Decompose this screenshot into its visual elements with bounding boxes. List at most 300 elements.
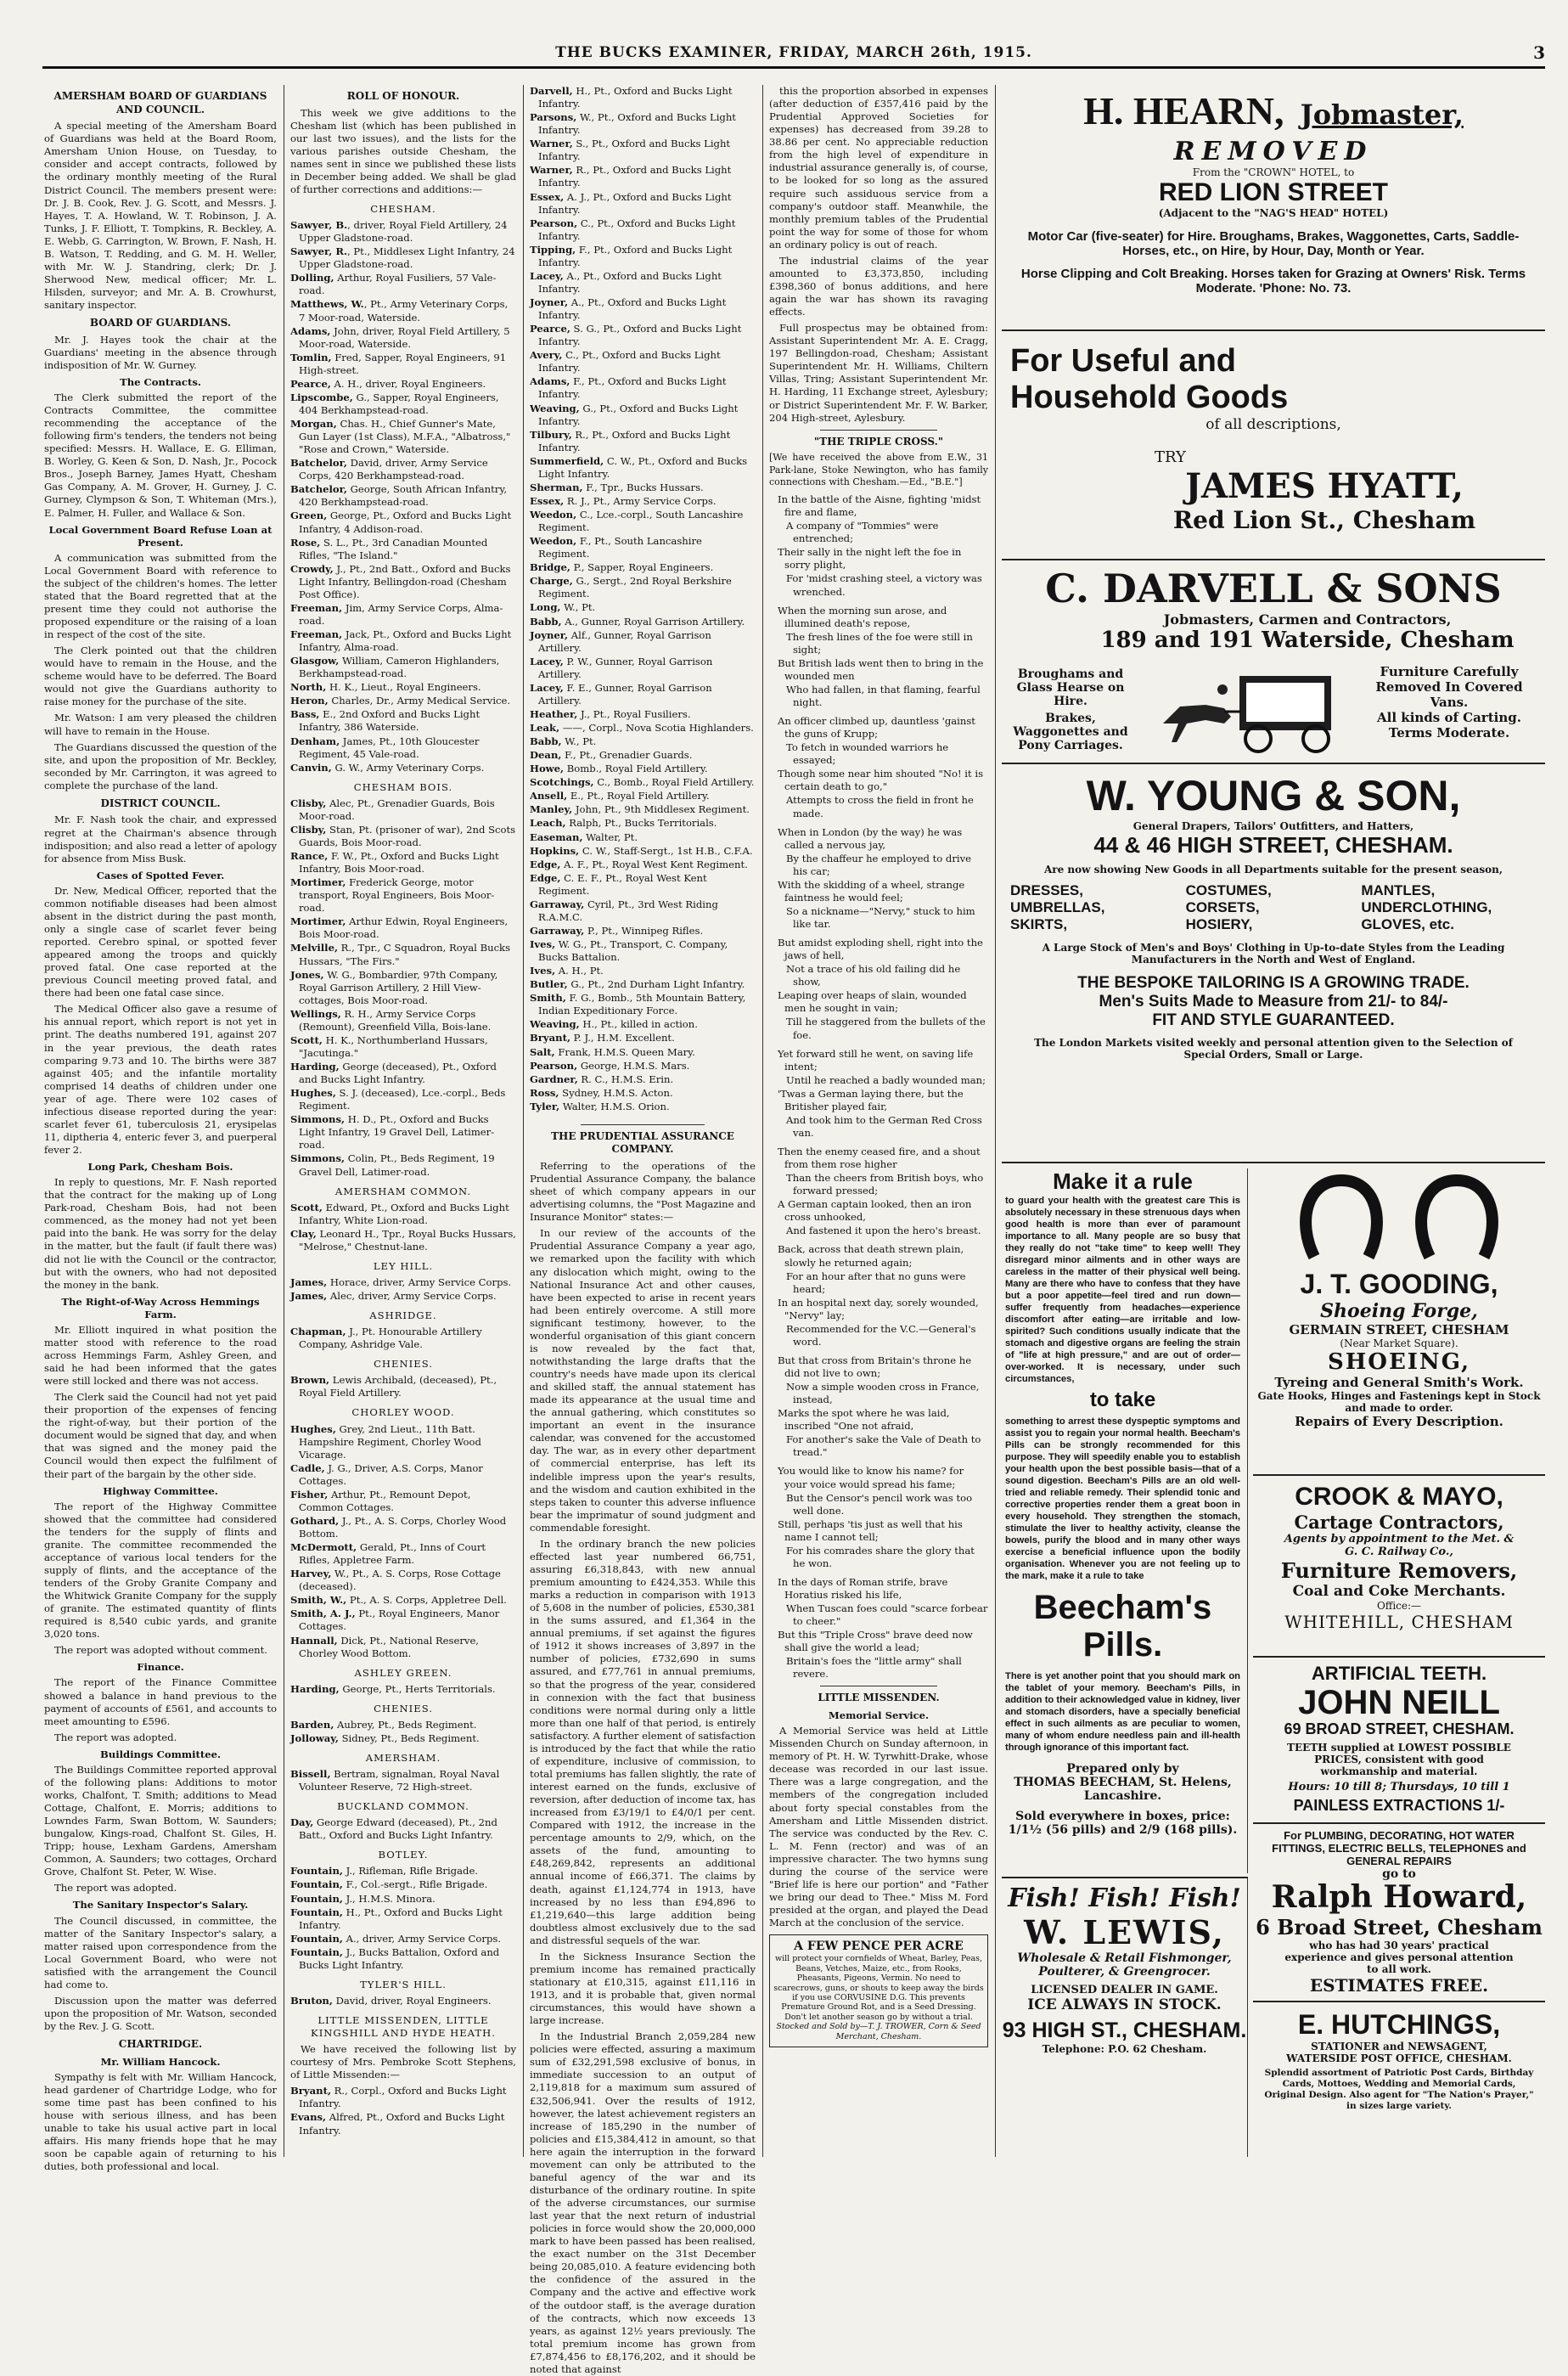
roll-entry-name: Cadle,	[290, 1461, 325, 1474]
roll-entry-name: Garraway,	[530, 898, 585, 910]
howard-experience: who has had 30 years' practical experience and gives personal attention to all work.	[1284, 1939, 1514, 1975]
roll-entry-name: Leak,	[530, 722, 560, 734]
roll-entry	[290, 1061, 516, 1086]
young-address: 44 & 46 HIGH STREET, CHESHAM.	[1093, 832, 1453, 858]
paragraph: Discussion upon the matter was deferred upon the proposition of Mr. Watson, seconded by the Rev. J. G. Scott.	[44, 1994, 277, 2032]
roll-entry-name: Dolling,	[290, 272, 334, 284]
roll-entry	[530, 403, 756, 428]
gooding-street: GERMAIN STREET, CHESHAM	[1289, 1322, 1509, 1337]
column-roll-of-honour	[290, 85, 516, 2157]
roll-entry	[530, 375, 756, 401]
roll-entry	[290, 537, 516, 562]
roll-entry	[530, 244, 756, 269]
paragraph: The Clerk pointed out that the children would have to remain in the House, and the scheme would have to be deferred. The Board would not give the Guardians authority to raise money for the purchase of the site.	[44, 645, 277, 708]
roll-entry-name: Hopkins,	[530, 844, 580, 857]
entry-list	[290, 1816, 516, 1842]
roll-entry-detail: H. D., Pt., Oxford and Bucks Light Infantry, 19 Gravel Dell, Latimer-road.	[299, 1113, 495, 1151]
beecham-prepared: Prepared only by	[1066, 1762, 1179, 1776]
roll-entry-name: Fountain,	[290, 1892, 343, 1905]
roll-entry-detail: David, driver, Army Service Corps, 420 Berkhampstead-road.	[299, 457, 488, 482]
poem-line: So a nickname—"Nervy," stuck to him like tar.	[786, 904, 975, 931]
hyatt-line3: of all descriptions,	[1206, 416, 1341, 433]
paragraph: Full prospectus may be obtained from: Assistant Superintendent Mr. A. E. Cragg, 197 Bellingdon-road, Chesham; Assistant Superintendent Mr. H. Williams, Chiltern Villas, Tring; Assistant Superintendent Mr. H. Harding, 11 Exchange street, Aylesbury; or District Superintendent Mr. F. W. Barker, 204 High-street, Aylesbury.	[769, 322, 988, 424]
roll-entry	[530, 481, 756, 494]
entry-list	[290, 797, 516, 1179]
paragraph: In the ordinary branch the new policies effected last year numbered 66,751, assuring £6,318,843, with new annual premium amounting to £424,353. While this marks a reduction in comparison with 1913 of 5,608 in the number of policies, £530,381 in the sums assured, and £1,364 in the annual premiums, if set against the figures of 1912 it shows increases of 3,897 in the number of policies, £732,690 in sums assured, and £77,761 in annual premiums, so that the progress of the year, considered in connexion with the fact that business conditions were normal during only a little more than one half of that period, is entirely satisfactory. A further element of satisfaction is introduced by the fact that while the ratio of expenditure, inclusive of commission, to total premiums has fallen slightly, the rate of interest earned on the funds, exclusive of reversion, after deduction of income tax, has increased from £3/19/1 to £4/0/1 per cent. Compared with 1912, the increase in the percentage amounts to 2/9, which, on the assets of the fund, amounting to £48,269,842, represents an additional annual income of £66,371. The claims by death, against £1,124,774 in 1913, have increased by no less than £94,896 to £1,219,640—this large addition being doubtless almost exclusively due to the sad and distressful sequels of the war.	[530, 1537, 756, 1946]
roll-entry-detail: Alf., Gunner, Royal Garrison Artillery.	[538, 628, 711, 654]
roll-entry-name: Warner,	[530, 138, 573, 150]
roll-entry	[290, 1768, 516, 1793]
roll-entry	[290, 1878, 516, 1891]
roll-entry-detail: Alfred, Pt., Oxford and Bucks Light Infantry.	[299, 2111, 505, 2137]
roll-entry-name: Clisby,	[290, 797, 327, 809]
roll-entry	[530, 898, 756, 924]
lewis-fish: Fish! Fish! Fish!	[1008, 1883, 1241, 1913]
howard-name: Ralph Howard,	[1271, 1879, 1527, 1915]
poem-line: For 'midst crashing steel, a victory was wrenched.	[786, 572, 982, 598]
roll-entry-name: Bryant,	[290, 2085, 331, 2097]
paragraph: The Clerk said the Council had not yet paid their proportion of the expenses of fencing the right-of-way, but their portion of the document would be signed that day, and when that was signed and the money paid the Council would then expect the fulfilment of their part of the bargain by the other side.	[44, 1391, 277, 1480]
young-name: W. YOUNG & SON,	[1086, 772, 1461, 819]
roll-entry	[530, 1073, 756, 1086]
roll-entry	[530, 872, 756, 898]
entry-list	[290, 1326, 516, 1351]
roll-entry-name: Easeman,	[530, 830, 583, 843]
place-heading: TYLER'S HILL.	[360, 1978, 447, 1990]
roll-entry-name: Adams,	[290, 324, 331, 337]
crook-removers: Furniture Removers,	[1280, 1558, 1518, 1583]
roll-entry-detail: Chas. H., Chief Gunner's Mate, Gun Layer (1st Class), M.F.A., "Albatross," "Rose and Crown," Waterside.	[299, 418, 511, 456]
roll-entry-detail: Walter, Pt.	[582, 830, 638, 843]
corvusine-ad	[769, 1934, 988, 2047]
roll-entry-name: Babb,	[530, 615, 562, 628]
subheading: Highway Committee.	[103, 1484, 218, 1497]
roll-entry-detail: Dick, Pt., National Reserve, Chorley Wood Bottom.	[299, 1634, 479, 1659]
paragraph: Dr. New, Medical Officer, reported that the common notifiable diseases had been almost absent in the district during the past month, only a single case of scarlet fever being reported. Cerebro spinal, or spotted fever appeared among the troops and quickly proved fatal. One case reported at the previous Council meeting proved fatal, and there had been one fatal case since.	[44, 884, 277, 999]
roll-entry-name: Edge,	[530, 871, 561, 884]
hyatt-ad	[1002, 331, 1545, 560]
roll-entry	[530, 270, 756, 296]
poem-line: With the skidding of a wheel, strange faintness he would feel;	[778, 878, 965, 904]
lewis-name: W. LEWIS,	[1024, 1913, 1225, 1951]
roll-entry-name: Garraway,	[530, 924, 585, 937]
roll-entry	[530, 803, 756, 816]
darvell-carriages: Brakes, Waggonettes and Pony Carriages.	[1013, 712, 1128, 752]
paragraph: A communication was submitted from the Local Government Board with reference to the subject of the children's homes. The letter stated that the Board regretted that at the present time they could not authorise the proposed expenditure or the raising of a loan in respect of the cost of the site.	[44, 551, 277, 641]
roll-entry-name: Green,	[290, 510, 328, 522]
roll-entry-name: Joyner,	[530, 296, 569, 308]
roll-entry-detail: J., Pt., A. S. Corps, Chorley Wood Bottom.	[299, 1514, 507, 1540]
roll-entry-detail: Cyril, Pt., 3rd West Riding R.A.M.C.	[538, 898, 718, 923]
paragraph: The Medical Officer also gave a resume of his annual report, which report is not yet in print. The deaths numbered 191, against 207 in the year previous, the death rates comparing 9.73 and 10. The births were 387 against 405; and the infantile mortality comprised 14 deaths of children under one year of age. There were 102 cases of infectious disease reported during the year: scarlet fever 61, tuberculosis 21, erysipelas 11, diptheria 4, enteric fever 3, and puerperal fever 2.	[44, 1003, 277, 1156]
place-heading: CHORLEY WOOD.	[351, 1406, 455, 1419]
goods-item: UNDERCLOTHING,	[1361, 899, 1492, 915]
roll-entry	[530, 191, 756, 217]
paragraph: The Buildings Committee reported approval of the following plans: Additions to motor works, Chalfont, T. Smith; additions to Mead Cottage, Chalfont, E. Morris; additions to Lowndes Farm, Swan Bottom, W. Saunders; bungalow, Kings-road, Chalfont St. Giles, H. Tripp; house, Lexham Gardens, Amersham Common, A. Saunders; two cottages, Orchard Grove, Chalfont St. Peter, W. Wise.	[44, 1763, 277, 1878]
roll-entry	[290, 510, 516, 535]
roll-entry-detail: Pt., Royal Engineers, Manor Cottages.	[299, 1607, 500, 1633]
roll-entry-name: Scott,	[290, 1201, 323, 1213]
roll-entry-name: James,	[290, 1290, 328, 1303]
roll-entry-detail: R., Tpr., C Squadron, Royal Bucks Hussars, "The Firs."	[299, 942, 511, 967]
roll-entry	[530, 455, 756, 481]
roll-entry-detail: J., Pt., 2nd Batt., Oxford and Bucks Light Infantry, Bellingdon-road (Chesham Post Office).	[299, 562, 511, 600]
roll-entry-name: Ives,	[530, 938, 556, 950]
roll-entry	[290, 1719, 516, 1731]
place-heading: CHENIES.	[374, 1358, 433, 1371]
roll-entry	[290, 1489, 516, 1514]
beecham-sold: Sold everywhere in boxes, price:	[1015, 1810, 1230, 1823]
section-heading: DISTRICT COUNCIL.	[100, 797, 221, 809]
young-fit: FIT AND STYLE GUARANTEED.	[1152, 1011, 1395, 1029]
roll-entry-detail: George (deceased), Pt., Oxford and Bucks Light Infantry.	[299, 1061, 497, 1086]
roll-entry	[290, 1152, 516, 1178]
roll-entry-name: Lacey,	[530, 681, 564, 694]
entry-list	[290, 1768, 516, 1793]
paragraph: The report was adopted.	[54, 1882, 177, 1895]
roll-entry	[290, 1893, 516, 1906]
poem-line: Recommended for the V.C.—General's word.	[786, 1322, 976, 1348]
roll-entry-name: Essex,	[530, 190, 565, 203]
roll-entry-name: Melville,	[290, 942, 338, 954]
roll-entry-detail: R., Pt., Oxford and Bucks Light Infantry.	[538, 164, 732, 189]
roll-entry-name: Rance,	[290, 850, 329, 863]
roll-entry	[290, 1995, 516, 2007]
roll-entry-name: Lacey,	[530, 269, 564, 282]
roll-entry	[290, 1290, 516, 1303]
place-heading: AMERSHAM COMMON.	[334, 1185, 472, 1197]
howard-go-to: go to	[1382, 1867, 1416, 1881]
poem-line: In the battle of the Aisne, fighting 'midst fire and flame,	[778, 493, 981, 519]
roll-entry-detail: J., Bucks Battalion, Oxford and Bucks Light Infantry.	[299, 1945, 500, 1971]
roll-entry-name: Avery,	[530, 349, 563, 362]
roll-entry-detail: H., Pt., Oxford and Bucks Light Infantry.	[538, 85, 733, 110]
roll-entry-detail: C., Bomb., Royal Field Artillery.	[593, 776, 755, 789]
roll-entry-name: Bryant,	[530, 1032, 570, 1044]
hutchings-name: E. HUTCHINGS,	[1297, 2009, 1501, 2040]
roll-entry	[530, 682, 756, 707]
roll-entry-name: Parsons,	[530, 111, 577, 124]
roll-entry-name: Matthews, W.	[290, 298, 364, 311]
hearn-name: H. HEARN,	[1083, 89, 1284, 132]
roll-entry-name: Ives,	[530, 965, 556, 977]
entry-list	[290, 1865, 516, 1972]
paragraph: In the Sickness Insurance Section the premium income has remained practically stationary at £10,315, against £11,116 in 1913, and it is probable that, given normal circumstances, this would have shown a large increase.	[530, 1950, 756, 2027]
roll-entry-detail: Leonard H., Tpr., Royal Bucks Hussars, "Melrose," Chestnut-lane.	[299, 1227, 516, 1253]
column-guardians	[44, 85, 277, 2173]
subheading: Buildings Committee.	[99, 1748, 222, 1760]
roll-entry-detail: E., Pt., Royal Field Artillery.	[567, 790, 710, 802]
section-heading: LITTLE MISSENDEN.	[818, 1692, 940, 1704]
roll-entry	[290, 2111, 516, 2137]
roll-entry-name: Clay,	[290, 1227, 317, 1240]
poem-line: Back, across that death strewn plain, slowly he returned again;	[778, 1243, 964, 1269]
roll-entry-name: Hannall,	[290, 1634, 338, 1647]
poem-line: To fetch in wounded warriors he essayed;	[786, 741, 949, 767]
young-new-goods: Are now showing New Goods in all Departments suitable for the present season,	[1043, 864, 1503, 876]
roll-entry-name: Fountain,	[290, 1865, 343, 1878]
paragraph: In the Industrial Branch 2,059,284 new policies were effected, assuring a maximum sum of £32,291,598 exclusive of bonus, in immediate succession to an output of 2,119,818 for a maximum sum assured of £32,506,941. Over the results of 1912, however, the latest achievement registers an increase of 185,290 in the number of policies and £15,384,412 in amount, so that here again the interruption in the forward movement can only be attributed to the baneful agency of the war and its disturbance of the ordinary routine. In spite of the adverse circumstances, our surmise last year that the next return of industrial policies in force would show the 20,000,000 mark to have been passed has been realised, the exact number on the 31st December being 20,085,010. A feature evidencing both the confidence of the assured in the Company and the active and effective work of the outdoor staff, is the average duration of the contracts, which now exceeds 13 years, as against 12½ years previously. The total premium income has grown from £7,874,456 to £8,176,202, and it should be noted that against	[530, 2030, 756, 2375]
ad-body: will protect your cornfields of Wheat, Barley, Peas, Beans, Vetches, Maize, etc., from Rooks, Pheasants, Pigeons, Vermin. No need to scarecrows, guns, or shouts to keep away the birds if you use CORVUSINE D.G. This prevents Premature Ground Rot, and is a Seed Dressing. Don't let another season go by without a trial.	[773, 1954, 984, 2022]
roll-entry-detail: Arthur Edwin, Royal Engineers, Bois Moor-road.	[299, 915, 509, 941]
roll-entry-detail: Jack, Pt., Oxford and Bucks Light Infantry, Alma-road.	[299, 628, 512, 654]
entry-list	[290, 1995, 516, 2007]
roll-entry	[530, 535, 756, 560]
young-trade: General Drapers, Tailors' Outfitters, and Hatters,	[1132, 820, 1414, 832]
roll-entry	[530, 575, 756, 600]
editor-note: [We have received the above from E.W., 31 Park-lane, Stoke Newington, who has family connections with Chesham.—Ed., "B.E."]	[769, 452, 988, 487]
roll-entry	[530, 601, 756, 614]
roll-entry-name: Harvey,	[290, 1568, 332, 1580]
roll-entry-detail: Edward, Pt., Oxford and Bucks Light Infantry, White Lion-road.	[299, 1201, 509, 1226]
roll-entry	[290, 681, 516, 694]
roll-entry-name: Long,	[530, 601, 561, 614]
goods-item: UMBRELLAS,	[1010, 899, 1105, 915]
roll-entry	[290, 1635, 516, 1660]
paragraph: A Memorial Service was held at Little Missenden Church on Sunday afternoon, in memory of Pt. H. W. Tyrwhitt-Drake, whose decease was recorded in our last issue. There was a large congregation, and the members of the congregation included about forty special constables from the Amersham and Little Missenden district. The service was conducted by the Rev. C. L. M. Fenn (rector) and was of an impressive character. The two hymns sung during the course of the service were "Brief life is here our portion" and "Father we bring our dead to Thee." Miss M. Ford presided at the organ, and played the Dead March at the conclusion of the service.	[769, 1725, 988, 1929]
roll-entry-detail: George, South African Infantry, 420 Berkhampstead-road.	[299, 483, 508, 509]
roll-entry-name: Smith, A. J.,	[290, 1607, 356, 1620]
roll-entry	[530, 111, 756, 137]
roll-entry	[290, 942, 516, 967]
roll-entry-name: Heron,	[290, 695, 329, 707]
paragraph: A special meeting of the Amersham Board of Guardians was held at the Board Room, Amersham Union House, on Tuesday, to consider and accept contracts, followed by the ordinary monthly meeting of the Rural District Council. The members present were: Dr. J. B. Cook, Rev. J. G. Scott, and Messrs. J. Hayes, T. A. Howland, W. T. Robinson, J. A. Tunks, J. F. Elliott, T. Tompkins, R. Beckley, A. E. Webb, G. Carrington, W. Brown, F. Nash, H. B. Watson, T. Redding, and G. M. H. Weller, with Mr. W. J. Standring, clerk; Dr. J. Sherwood New, medical officer; Mr. L. Hilsden, surveyor; and Mr. A. B. Crowhurst, sanitary inspector.	[44, 120, 277, 312]
hearn-from: From the "CROWN" HOTEL, to	[1192, 166, 1355, 178]
roll-entry	[530, 1101, 756, 1113]
roll-entry-detail: H., Pt., Oxford and Bucks Light Infantry.	[299, 1906, 503, 1931]
roll-entry-detail: A., driver, Army Service Corps.	[342, 1932, 502, 1945]
roll-entry	[290, 1326, 516, 1351]
paragraph: The Guardians discussed the question of the site, and upon the proposition of Mr. Beckley, seconded by Mr. Carrington, it was agreed to complete the purchase of the land.	[44, 740, 277, 791]
roll-entry-detail: P., Pt., Winnipeg Rifles.	[584, 924, 704, 937]
roll-entry	[290, 1515, 516, 1540]
roll-entry-name: Pearson,	[530, 1059, 578, 1072]
roll-entry-name: Morgan,	[290, 418, 337, 431]
roll-entry-name: Chapman,	[290, 1326, 346, 1338]
roll-entry-name: Harding,	[290, 1682, 340, 1695]
poem-line: Until he reached a badly wounded man;	[786, 1073, 986, 1086]
roll-entry-detail: Aubrey, Pt., Beds Regiment.	[334, 1718, 477, 1731]
beecham-text-3: There is yet another point that you should mark on the tablet of your memory. Beecham's Pills, in addition to their acknowledged value in kidney, liver and stomach disorders, have a specially beneficial effect in such ailments as are peculiar to women, many of whom endure needless pain and ill-health through ignorance of this important fact.	[1005, 1671, 1240, 1753]
hyatt-address: Red Lion St., Chesham	[1172, 506, 1476, 534]
goods-item: MANTLES,	[1361, 882, 1436, 898]
roll-entry-detail: W., Pt.	[560, 601, 596, 614]
subheading: Memorial Service.	[828, 1709, 930, 1722]
roll-entry-name: Clisby,	[290, 823, 327, 836]
young-suits: Men's Suits Made to Measure from 21/- to 84/-	[1099, 993, 1448, 1011]
place-heading: ASHLEY GREEN.	[354, 1666, 452, 1679]
roll-entry-detail: Bomb., Royal Field Artillery.	[564, 763, 708, 775]
roll-entry-name: Babb,	[530, 735, 562, 748]
section-heading: BOARD OF GUARDIANS.	[89, 317, 232, 329]
page-number: 3	[1533, 42, 1545, 63]
poem-line: Now a simple wooden cross in France, instead,	[786, 1381, 980, 1406]
paragraph: The report of the Highway Committee showed that the committee had considered the tenders for the supply of flints and granite. The committee recommended the acceptance of various local tenders for the supply of flints, and the acceptance of the tenders of the Groby Granite Company and the Whitwick Granite Company for the supply of granite. The estimated quantity of flints required is 8,540 cubic yards, and granite 3,020 tons.	[44, 1500, 277, 1641]
roll-entry-name: Tilbury,	[530, 428, 572, 441]
roll-entry-detail: J., Rifleman, Rifle Brigade.	[342, 1865, 478, 1878]
hearn-adjacent: (Adjacent to the "NAG'S HEAD" HOTEL)	[1158, 207, 1389, 219]
neill-ad	[1253, 1659, 1545, 1824]
roll-entry-name: Pearce,	[290, 377, 331, 390]
subheading: The Right-of-Way Across Hemmings Farm.	[61, 1295, 260, 1320]
lewis-trade: Wholesale & Retail Fishmonger,	[1017, 1951, 1232, 1965]
paragraph: Mr. Watson: I am very pleased the children will have to remain in the House.	[44, 712, 277, 737]
roll-entry	[290, 1462, 516, 1488]
young-stock: A Large Stock of Men's and Boys' Clothing in Up-to-date Styles from the Leading Manufacturers in the North and West of England.	[1042, 942, 1505, 966]
roll-entry-name: Freeman,	[290, 601, 343, 614]
roll-entry-name: Simmons,	[290, 1113, 346, 1126]
roll-entry	[290, 1374, 516, 1399]
roll-entry-name: Sawyer, B.	[290, 219, 348, 232]
roll-entry-detail: Frank, H.M.S. Queen Mary.	[554, 1045, 695, 1058]
article-heading: THE PRUDENTIAL ASSURANCE COMPANY.	[551, 1129, 734, 1156]
roll-entry-detail: Jim, Army Service Corps, Alma-road.	[299, 601, 503, 627]
roll-entry-detail: Walter, H.M.S. Orion.	[559, 1100, 670, 1112]
darvell-carting: All kinds of Carting.	[1377, 710, 1521, 725]
roll-entry	[290, 1276, 516, 1289]
entry-list	[530, 85, 756, 1113]
poem-line: In the days of Roman strife, brave Horatius risked his life,	[778, 1575, 948, 1602]
beecham-maker: THOMAS BEECHAM, St. Helens, Lancashire.	[1014, 1776, 1232, 1803]
roll-entry-name: Rose,	[290, 536, 321, 549]
roll-entry	[290, 602, 516, 628]
gooding-ad	[1253, 1168, 1545, 1476]
paragraph: This week we give additions to the Chesham list (which has been published in our last two issues), and the lists for the various parishes outside Chesham, the names sent in since we published these lists in December being added. We shall be glad of further corrections and additions:—	[290, 106, 516, 195]
roll-entry	[530, 763, 756, 775]
roll-entry-name: Charge,	[530, 575, 573, 588]
poem-line: For another's sake the Vale of Death to tread."	[786, 1433, 981, 1459]
roll-entry-name: Fountain,	[290, 1945, 343, 1958]
roll-entry-detail: Arthur, Pt., Remount Depot, Common Cottages.	[299, 1488, 471, 1513]
roll-entry-name: Weedon,	[530, 535, 577, 548]
lewis-telephone: Telephone: P.O. 62 Chesham.	[1042, 2043, 1207, 2055]
roll-entry-detail: Sidney, Pt., Beds Regiment.	[338, 1731, 480, 1744]
lewis-trade-2: Poulterer, & Greengrocer.	[1038, 1965, 1211, 1979]
poem-line: Still, perhaps 'tis just as well that his name I cannot tell;	[778, 1517, 963, 1543]
poem-line: You would like to know his name? for your voice would spread his fame;	[778, 1465, 964, 1490]
poem-line: But this "Triple Cross" brave deed now shall give the world a lead;	[778, 1629, 973, 1654]
roll-entry-name: Smith,	[530, 992, 566, 1005]
roll-entry-detail: John, Pt., 9th Middlesex Regiment.	[572, 803, 750, 816]
paragraph: Referring to the operations of the Prudential Assurance Company, the balance sheet of which company appears in our advertising columns, the "Post Magazine and Insurance Monitor" states:—	[530, 1160, 756, 1224]
roll-entry-name: Wellings,	[290, 1007, 341, 1020]
paragraph: Sympathy is felt with Mr. William Hancock, head gardener of Chartridge Lodge, who for some time past has been confined to his house with serious illness, and has been unable to take his usual active part in local affairs. His many friends hope that he may soon be capable again of returning to his duties, both professional and local.	[44, 2070, 277, 2173]
roll-entry-name: Fountain,	[290, 1932, 343, 1945]
roll-entry-name: Hughes,	[290, 1087, 336, 1100]
roll-entry	[290, 1202, 516, 1227]
roll-entry	[290, 245, 516, 271]
roll-entry-detail: C. W., Pt., Oxford and Bucks Light Infantry.	[538, 454, 748, 480]
neill-extractions: PAINLESS EXTRACTIONS 1/-	[1293, 1797, 1505, 1814]
roll-entry	[290, 378, 516, 391]
roll-entry-detail: P., Sapper, Royal Engineers.	[570, 561, 714, 574]
column-rule	[523, 85, 524, 2157]
place-heading: CHESHAM BOIS.	[353, 780, 453, 793]
place-heading: LEY HILL.	[373, 1259, 434, 1272]
column-rule	[762, 85, 763, 2157]
roll-entry	[290, 391, 516, 417]
roll-entry	[290, 219, 516, 245]
roll-entry	[290, 797, 516, 823]
roll-entry-name: Harding,	[290, 1061, 340, 1073]
place-heading: AMERSHAM.	[365, 1751, 441, 1764]
roll-entry-detail: W. G., Bombardier, 97th Company, Royal Garrison Artillery, 2 Hill View-cottages, Bois Moor-road.	[299, 968, 498, 1006]
roll-entry-name: North,	[290, 681, 327, 694]
roll-entry	[530, 817, 756, 830]
paragraph: The industrial claims of the year amounted to £3,373,850, including £398,360 of bonus additions, and here again the war has shown its ravaging effects.	[769, 254, 988, 318]
crook-office: Office:—	[1376, 1600, 1422, 1612]
roll-entry-name: James,	[290, 1275, 328, 1288]
gooding-stock: Gate Hooks, Hinges and Fastenings kept in Stock and made to order.	[1257, 1390, 1541, 1414]
roll-entry-detail: G., Pt., Oxford and Bucks Light Infantry.	[538, 402, 739, 427]
place-heading: CHENIES.	[374, 1702, 433, 1714]
roll-entry-name: Brown,	[290, 1374, 330, 1387]
crook-cartage: Cartage Contractors,	[1294, 1512, 1504, 1533]
roll-entry	[290, 969, 516, 1007]
roll-entry-detail: R., Pt., Oxford and Bucks Light Infantry.	[538, 428, 731, 453]
roll-entry-detail: C., Lce.-corpl., South Lancashire Regiment.	[538, 509, 744, 534]
roll-entry-detail: J., Pt., Royal Fusiliers.	[577, 707, 691, 720]
roll-entry-detail: F. E., Gunner, Royal Garrison Artillery.	[538, 681, 712, 707]
darvell-ad	[1002, 560, 1545, 764]
place-heading: BOTLEY.	[378, 1849, 429, 1861]
roll-entry-name: Summerfield,	[530, 454, 604, 467]
roll-entry	[290, 1113, 516, 1151]
roll-entry	[290, 824, 516, 849]
roll-entry-name: Fountain,	[290, 1878, 343, 1891]
column-roll-continued	[530, 85, 756, 2375]
poem-line: But the Censor's pencil work was too well done.	[786, 1491, 973, 1517]
roll-entry-detail: F., Pt., Grenadier Guards.	[561, 749, 693, 762]
roll-entry	[290, 1946, 516, 1972]
roll-entry	[530, 992, 756, 1017]
roll-entry-name: Canvin,	[290, 761, 332, 774]
darvell-terms: Terms Moderate.	[1388, 725, 1510, 740]
roll-entry-name: Tyler,	[530, 1100, 560, 1112]
poem-line: Not a trace of his old failing did he show,	[786, 963, 961, 988]
roll-entry-name: Joyner,	[530, 628, 569, 641]
ad-footer: Stocked and Sold by—T. J. TROWER, Corn & Seed Merchant, Chesham.	[776, 2022, 981, 2042]
roll-entry-detail: W., Pt., A. S. Corps, Rose Cottage (deceased).	[299, 1568, 501, 1593]
crook-name: CROOK & MAYO,	[1295, 1483, 1503, 1511]
gooding-forge: Shoeing Forge,	[1320, 1300, 1478, 1322]
roll-entry	[290, 1607, 516, 1633]
roll-entry	[290, 1568, 516, 1593]
roll-entry-detail: Bertram, signalman, Royal Naval Volunteer Reserve, 72 High-street.	[299, 1768, 500, 1793]
roll-entry-name: Bass,	[290, 708, 320, 721]
hyatt-line1: For Useful and	[1010, 343, 1237, 379]
poem-line: Yet forward still he went, on saving life intent;	[778, 1047, 974, 1073]
roll-entry-name: Bridge,	[530, 561, 570, 574]
roll-entry	[290, 325, 516, 351]
beecham-price: 1/1½ (56 pills) and 2/9 (168 pills).	[1008, 1823, 1238, 1837]
roll-entry	[290, 1906, 516, 1932]
hutchings-trade: STATIONER and NEWSAGENT,	[1311, 2041, 1487, 2052]
roll-entry-detail: F., Tpr., Bucks Hussars.	[582, 481, 704, 493]
roll-entry-detail: C., Pt., Oxford and Bucks Light Infantry.	[538, 349, 721, 374]
roll-entry-name: Crowdy,	[290, 562, 334, 575]
howard-ad	[1253, 1826, 1545, 2002]
entry-list	[290, 1374, 516, 1399]
roll-entry	[530, 1087, 756, 1100]
roll-entry	[290, 418, 516, 456]
hearn-trade: Jobmaster,	[1300, 99, 1464, 131]
roll-entry-detail: J., Pt. Honourable Artillery Company, Ashridge Vale.	[299, 1326, 482, 1351]
article-heading: "THE TRIPLE CROSS."	[813, 435, 944, 448]
poem-line: Who had fallen, in that flaming, fearful night.	[786, 683, 981, 709]
crook-mayo-ad	[1253, 1478, 1545, 1658]
poem	[769, 493, 988, 1681]
